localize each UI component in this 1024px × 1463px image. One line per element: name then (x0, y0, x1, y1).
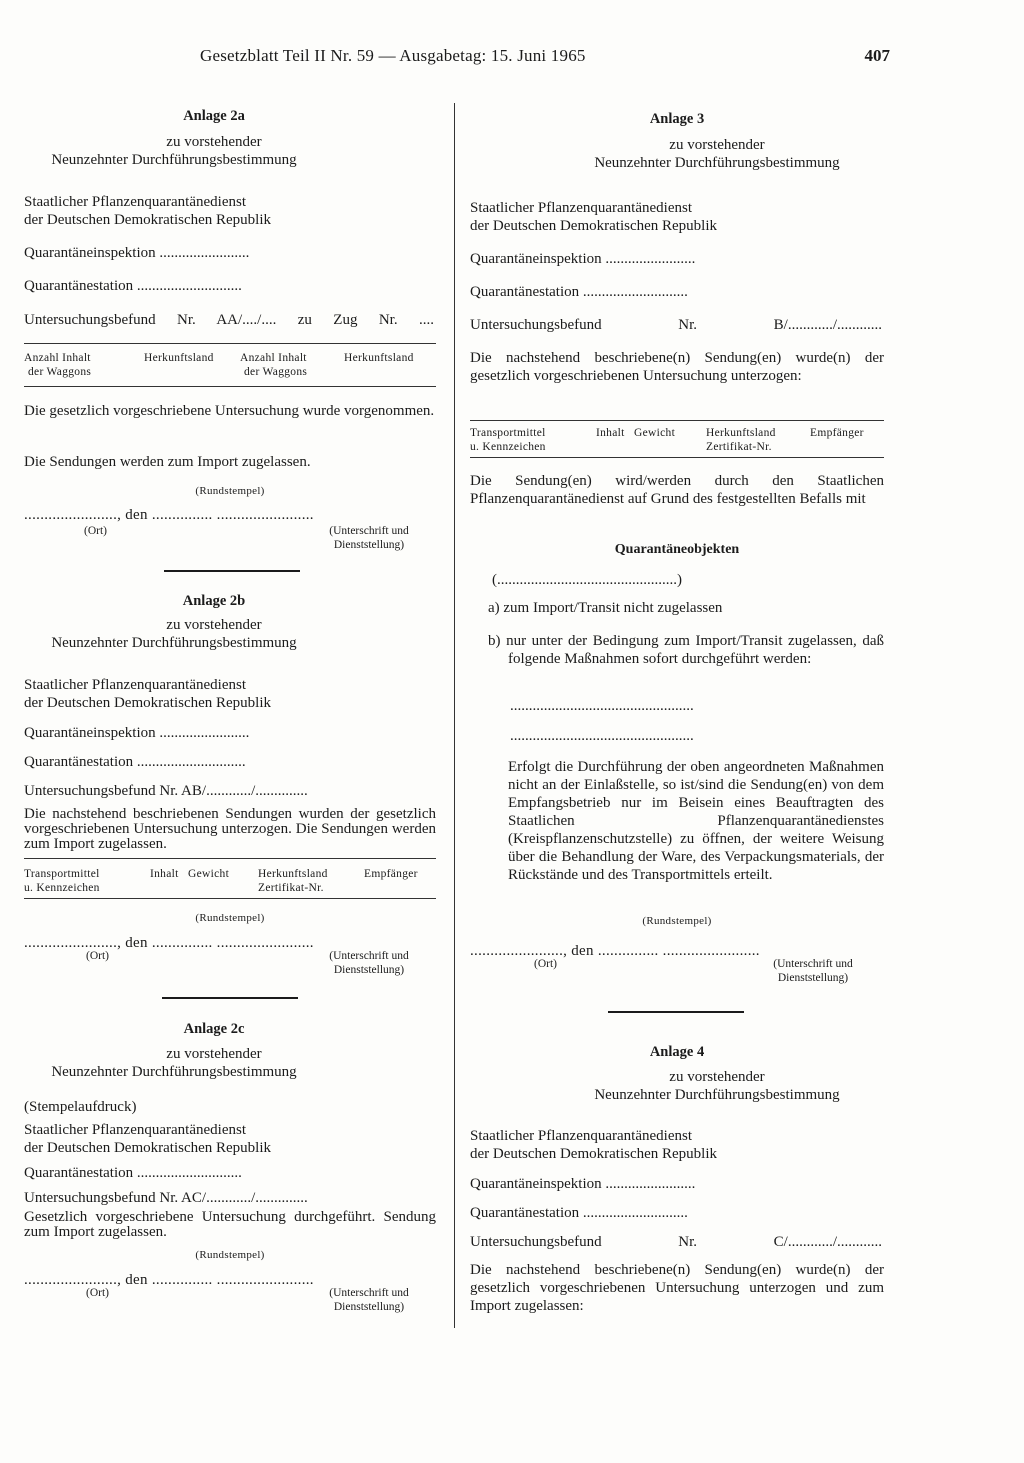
anlage-2a-col-waggons-2: der Waggons (244, 366, 308, 378)
anlage-3-erfolgt-text: Erfolgt die Durchführung der oben angeordneten Maßnahmen nicht an der Einlaßstelle, so ist/sind die Sendung(en) von dem Empfangsbetrieb nur im Beisein eines Beauftragten des Staatlichen Pflanzenquarantänedienstes (Kreispflanzenschutzstelle) zu öffnen, der weitere Weisung über die Behandlung der Ware, des Verpackungsmaterials, der Rückstände und des Transportmittels erteilt. (508, 759, 884, 883)
anlage-3-bestimmung: Neunzehnter Durchführungsbestimmung (594, 155, 840, 171)
anlage-2a-col-anzahl: Anzahl Inhalt (24, 352, 91, 364)
anlage-2a-inspektion: Quarantäneinspektion ........................ (24, 245, 250, 261)
anlage-2a-col-herkunft: Herkunftsland (144, 352, 214, 364)
anlage-3-inspektion: Quarantäneinspektion ........................ (470, 251, 696, 267)
table-top-rule (24, 858, 436, 859)
anlage-3-col-inhalt: Inhalt (596, 427, 625, 439)
anlage-2a-text-1: Die gesetzlich vorgeschriebene Untersuchung wurde vorgenommen. (24, 403, 435, 419)
anlage-2b-sign-line: ......................., den ............... ........................ (24, 935, 314, 951)
anlage-2b-bestimmung: Neunzehnter Durchführungsbestimmung (51, 635, 297, 651)
anlage-2c-dienst-2: der Deutschen Demokratischen Republik (24, 1140, 272, 1156)
anlage-2a-dienst-1: Staatlicher Pflanzenquarantänedienst (24, 194, 246, 210)
anlage-2c-rundstempel: (Rundstempel) (195, 1249, 265, 1261)
anlage-2c-station: Quarantänestation ............................ (24, 1165, 242, 1181)
anlage-2b-station: Quarantänestation ............................. (24, 754, 246, 770)
anlage-2b-dienststellung: Dienststellung) (333, 964, 405, 976)
anlage-2c-title: Anlage 2c (183, 1021, 245, 1037)
anlage-3-quarantaeneobjekte: Quarantäneobjekten (614, 542, 740, 557)
anlage-3-text-1: Die nachstehend beschriebene(n) Sendung(en) wurde(n) der gesetzlich vorgeschriebenen Untersuchung unterzogen: (470, 350, 884, 384)
anlage-2a-dienst-2: der Deutschen Demokratischen Republik (24, 212, 272, 228)
anlage-2a-ort: (Ort) (84, 525, 107, 537)
anlage-3-sign-line: ......................., den ............... ........................ (470, 943, 760, 959)
anlage-4-bestimmung: Neunzehnter Durchführungsbestimmung (594, 1087, 840, 1103)
anlage-2b-ort: (Ort) (86, 950, 109, 962)
anlage-4-station: Quarantänestation ............................ (470, 1205, 688, 1221)
anlage-4-inspektion: Quarantäneinspektion ........................ (470, 1176, 696, 1192)
anlage-4-title: Anlage 4 (649, 1044, 705, 1060)
anlage-3-option-b: b) nur unter der Bedingung zum Import/Transit zugelassen, daß folgende Maßnahmen sofort durchgeführt werden: (488, 633, 884, 667)
anlage-3-dienst-2: der Deutschen Demokratischen Republik (470, 218, 718, 234)
column-divider (454, 103, 455, 1328)
anlage-2b-unterschrift: (Unterschrift und (329, 950, 409, 962)
anlage-2b-rundstempel: (Rundstempel) (195, 912, 265, 924)
page-number: 407 (864, 46, 890, 65)
anlage-2b-dienst-2: der Deutschen Demokratischen Republik (24, 695, 272, 711)
page-header (200, 46, 890, 76)
anlage-2a-befund: Untersuchungsbefund Nr. AA/..../.... zu Zug Nr. .... (24, 312, 434, 328)
anlage-2a-rundstempel: (Rundstempel) (195, 485, 265, 497)
section-separator (162, 997, 298, 999)
anlage-3-option-a: a) zum Import/Transit nicht zugelassen (488, 600, 723, 616)
anlage-2a-title: Anlage 2a (183, 108, 245, 124)
anlage-3-dienststellung: Dienststellung) (777, 972, 849, 984)
anlage-2a-col-herkunft-2: Herkunftsland (344, 352, 414, 364)
anlage-2b-col-inhalt: Inhalt (150, 868, 179, 880)
anlage-3-unterschrift: (Unterschrift und (773, 958, 853, 970)
section-separator (608, 1011, 744, 1013)
anlage-2c-befund: Untersuchungsbefund Nr. AC/............/.............. (24, 1190, 308, 1206)
anlage-2b-befund: Untersuchungsbefund Nr. AB/............/.............. (24, 783, 308, 799)
anlage-2b-col-herkunft: Herkunftsland (258, 868, 328, 880)
anlage-4-zu: zu vorstehender (669, 1069, 765, 1085)
anlage-2a-unterschrift: (Unterschrift und (329, 525, 409, 537)
anlage-3-measure-line-2: ................................................. (510, 728, 694, 744)
anlage-2b-title: Anlage 2b (182, 593, 246, 609)
table-bottom-rule (470, 457, 884, 458)
anlage-3-zu: zu vorstehender (669, 137, 765, 153)
anlage-2b-col-kennzeichen: u. Kennzeichen (24, 882, 100, 894)
anlage-2c-dienststellung: Dienststellung) (333, 1301, 405, 1313)
anlage-2a-zu: zu vorstehender (166, 134, 262, 150)
anlage-3-title: Anlage 3 (649, 111, 705, 127)
table-bottom-rule (24, 386, 436, 387)
anlage-2a-station: Quarantänestation ............................ (24, 278, 242, 294)
anlage-3-col-empfaenger: Empfänger (810, 427, 864, 439)
table-top-rule (24, 343, 436, 344)
anlage-3-parenthesis-field: (................................................) (492, 572, 682, 588)
anlage-2c-unterschrift: (Unterschrift und (329, 1287, 409, 1299)
anlage-2c-stempelaufdruck: (Stempelaufdruck) (24, 1099, 137, 1115)
anlage-3-dienst-1: Staatlicher Pflanzenquarantänedienst (470, 200, 692, 216)
anlage-3-col-gewicht: Gewicht (634, 427, 676, 439)
anlage-3-col-kennzeichen: u. Kennzeichen (470, 441, 546, 453)
anlage-3-col-zertifikat: Zertifikat-Nr. (706, 441, 772, 453)
anlage-2a-text-2: Die Sendungen werden zum Import zugelassen. (24, 454, 311, 470)
anlage-2a-sign-line: ......................., den ............... ........................ (24, 507, 314, 523)
anlage-2c-text: Gesetzlich vorgeschriebene Untersuchung durchgeführt. Sendung zum Import zugelassen. (24, 1209, 436, 1240)
anlage-2b-zu: zu vorstehender (166, 617, 262, 633)
section-separator (164, 570, 300, 572)
anlage-4-befund: Untersuchungsbefund Nr. C/............/............ (470, 1234, 882, 1250)
anlage-2c-dienst-1: Staatlicher Pflanzenquarantänedienst (24, 1122, 246, 1138)
anlage-2c-zu: zu vorstehender (166, 1046, 262, 1062)
table-top-rule (470, 420, 884, 421)
anlage-2a-dienststellung: Dienststellung) (333, 539, 405, 551)
anlage-3-befund: Untersuchungsbefund Nr. B/............/............ (470, 317, 882, 333)
anlage-2a-col-anzahl-2: Anzahl Inhalt (240, 352, 307, 364)
anlage-4-text: Die nachstehend beschriebene(n) Sendung(en) wurde(n) der gesetzlich vorgeschriebenen Untersuchung unterzogen und zum Import zugelassen: (470, 1262, 884, 1314)
anlage-3-col-transport: Transportmittel (470, 427, 546, 439)
anlage-4-dienst-2: der Deutschen Demokratischen Republik (470, 1146, 718, 1162)
anlage-2c-sign-line: ......................., den ............... ........................ (24, 1272, 314, 1288)
anlage-3-text-2: Die Sendung(en) wird/werden durch den Staatlichen Pflanzenquarantänedienst auf Grund des festgestellten Befalls mit (470, 473, 884, 507)
anlage-2c-ort: (Ort) (86, 1287, 109, 1299)
anlage-2b-col-zertifikat: Zertifikat-Nr. (258, 882, 324, 894)
anlage-2c-bestimmung: Neunzehnter Durchführungsbestimmung (51, 1064, 297, 1080)
anlage-3-col-herkunft: Herkunftsland (706, 427, 776, 439)
anlage-2b-col-gewicht: Gewicht (188, 868, 230, 880)
anlage-2b-inspektion: Quarantäneinspektion ........................ (24, 725, 250, 741)
anlage-3-station: Quarantänestation ............................ (470, 284, 688, 300)
anlage-3-rundstempel: (Rundstempel) (642, 915, 712, 927)
anlage-2b-col-transport: Transportmittel (24, 868, 100, 880)
anlage-2b-dienst-1: Staatlicher Pflanzenquarantänedienst (24, 677, 246, 693)
anlage-2b-text: Die nachstehend beschriebenen Sendungen wurden der gesetzlich vorgeschriebenen Untersuchung unterzogen. Die Sendungen werden zum Import zugelassen. (24, 806, 436, 852)
table-bottom-rule (24, 898, 436, 899)
anlage-3-ort: (Ort) (534, 958, 557, 970)
anlage-2a-bestimmung: Neunzehnter Durchführungsbestimmung (51, 152, 297, 168)
header-title: Gesetzblatt Teil II Nr. 59 — Ausgabetag: 15. Juni 1965 (200, 46, 586, 65)
anlage-3-measure-line-1: ................................................. (510, 698, 694, 714)
anlage-2a-col-waggons: der Waggons (28, 366, 92, 378)
anlage-4-dienst-1: Staatlicher Pflanzenquarantänedienst (470, 1128, 692, 1144)
anlage-2b-col-empfaenger: Empfänger (364, 868, 418, 880)
